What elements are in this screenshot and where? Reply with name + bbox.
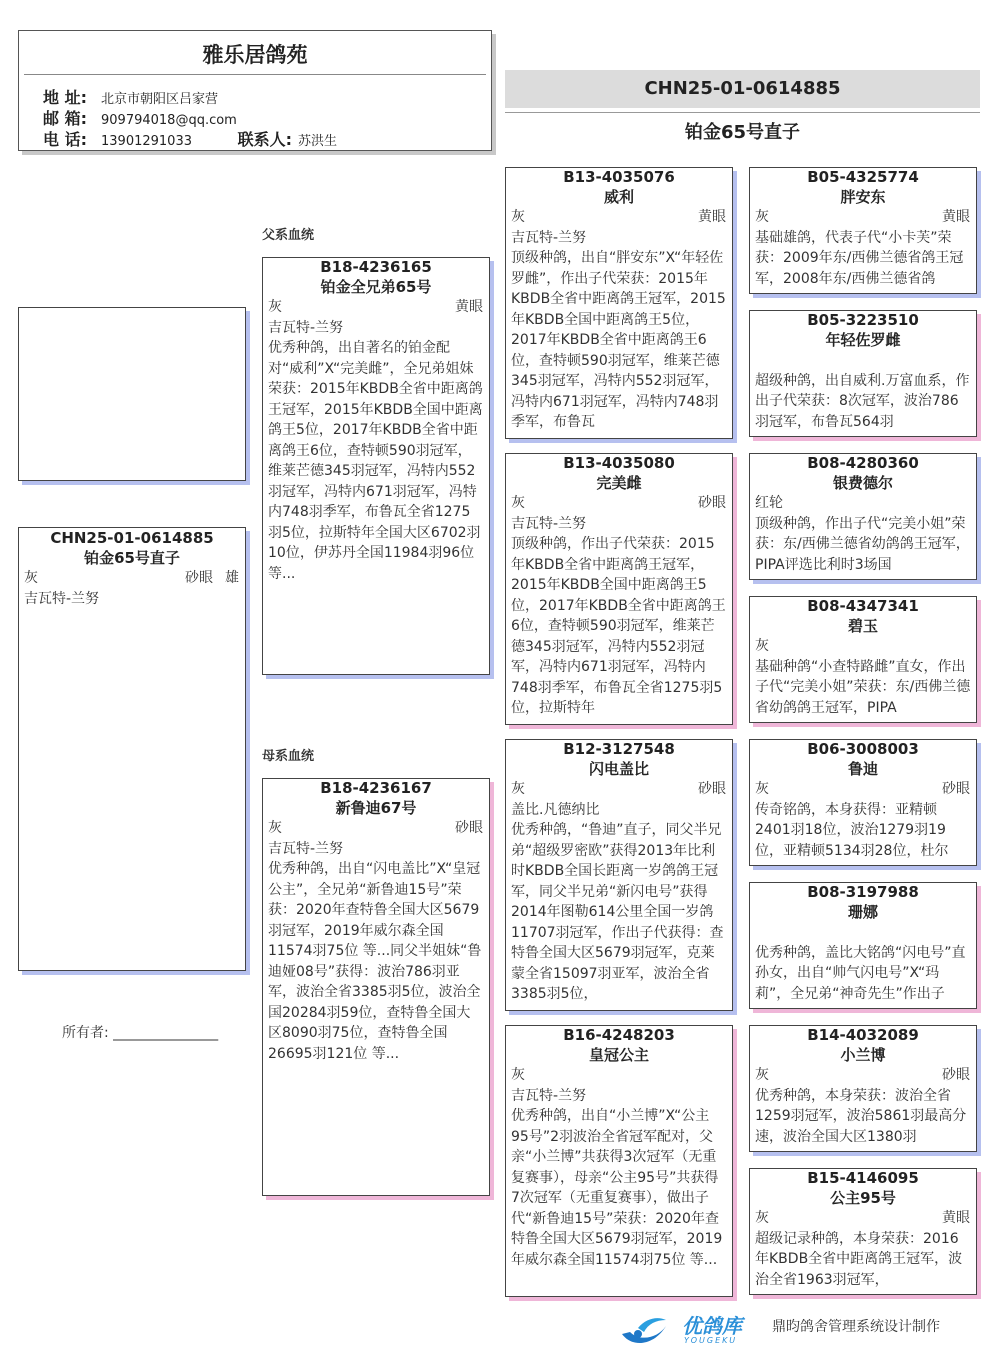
gp-color: 灰: [511, 495, 525, 511]
ggp-desc: 传奇铭鸽，本身获得：亚精顿2401羽18位，波治1279羽19位，亚精顿5134羽28位，杜尔: [755, 801, 949, 859]
great-grandparent-card: [749, 739, 977, 866]
gp-color: 灰: [511, 781, 525, 797]
grandparent-card-dam-dam: [505, 1025, 733, 1297]
gp-eye: 黄眼: [698, 209, 726, 225]
ggp-ring: B05-3223510: [807, 311, 919, 329]
gp-name: 完美雌: [596, 474, 642, 492]
gp-color-line: [506, 207, 732, 228]
divider: [24, 74, 486, 75]
ggp-ring: B06-3008003: [807, 740, 919, 758]
subject-ring-header: CHN25-01-0614885: [505, 70, 980, 108]
subject-card: [18, 527, 246, 971]
header-divider: [505, 112, 980, 113]
ggp-name: 胖安东: [840, 188, 886, 206]
gp-desc: 优秀种鸽，出自“小兰博”X“公主95号”2羽波治全省冠军配对，父亲“小兰博”共获得3次冠军（无重复赛事），母亲“公主95号”共获得7次冠军（无重复赛事），做出子代“新鲁迪15号”荣获：2020年查特鲁全国大区5679羽冠军，2019年威尔森全国11574羽75位 等...: [511, 1108, 723, 1268]
owner-field: [62, 1022, 218, 1042]
ggp-name: 小兰博: [840, 1046, 886, 1064]
address-value: 北京市朝阳区吕家营: [101, 92, 219, 107]
grandparent-card-sire-dam: [505, 453, 733, 725]
ggp-color: 灰: [755, 1210, 769, 1226]
ggp-color-line: [750, 207, 976, 228]
gp-name: 威利: [603, 188, 634, 206]
ggp-color: 灰: [755, 209, 769, 225]
gp-eye: 砂眼: [698, 495, 726, 511]
ggp-ring: B05-4325774: [807, 168, 919, 186]
dam-eye: 砂眼: [455, 820, 483, 836]
gp-desc: 顶级种鸽，作出子代荣获：2015年KBDB全省中距离鸽王冠军，2015年KBDB全国中距离鸽王5位，2017年KBDB全省中距离鸽王6位，查特顿590羽冠军，维莱芒德345羽冠军，冯特内552羽冠军，冯特内671羽冠军，冯特内748羽季军，布鲁瓦全省1275羽5位，拉斯特年: [511, 536, 726, 716]
ggp-ring: B15-4146095: [807, 1169, 919, 1187]
ggp-desc: 基础雄鸽，代表子代“小卡芙”荣获：2009年东/西佛兰德省鸽王冠军，2008年东/西佛兰德省鸽: [755, 229, 964, 287]
gp-desc: 顶级种鸽，出自“胖安东”X“年轻佐罗雌”，作出子代荣获：2015年KBDB全省中距离鸽王冠军，2015年KBDB全国中距离鸽王5位，2017年KBDB全省中距离鸽王6位，查特顿590羽冠军，维莱芒德345羽冠军，冯特内552羽冠军，冯特内671羽冠军，冯特内748羽季军，布鲁瓦: [511, 250, 726, 430]
grandparent-card-dam-sire: [505, 739, 733, 1011]
contact-label: 联系人:: [237, 130, 292, 149]
ggp-color-line: [750, 493, 976, 514]
loft-name: 雅乐居鸽苑: [202, 43, 308, 67]
gp-color: 灰: [511, 1067, 525, 1083]
ggp-ring: B08-4280360: [807, 454, 919, 472]
dam-name: 新鲁迪67号: [335, 799, 417, 817]
ggp-ring: B14-4032089: [807, 1026, 919, 1044]
subject-name-header: 铂金65号直子: [684, 122, 801, 143]
subject-color-line: [19, 568, 245, 589]
footer-credit: 鼎昀鸽舍管理系统设计制作: [772, 1319, 940, 1335]
ggp-ring: B08-3197988: [807, 883, 919, 901]
subject-strain: 吉瓦特-兰努: [24, 590, 100, 607]
ggp-name: 公主95号: [830, 1189, 896, 1207]
subject-ring: CHN25-01-0614885: [50, 529, 214, 547]
dam-color: 灰: [268, 820, 282, 836]
great-grandparent-card: [749, 167, 977, 294]
ggp-name: 碧玉: [847, 617, 878, 635]
dam-side-label: 母系血统: [262, 749, 315, 764]
contact-value: 苏洪生: [297, 134, 337, 149]
ggp-desc: 超级记录种鸽，本身荣获：2016年KBDB全省中距离鸽王冠军，波治全省1963羽冠军，: [755, 1230, 963, 1288]
ggp-eye: 砂眼: [942, 1067, 970, 1083]
phone-value: 13901291033: [101, 134, 192, 149]
subject-color: 灰: [24, 570, 38, 586]
ggp-color-line: [750, 779, 976, 800]
gp-desc: 优秀种鸽，“鲁迪”直子，同父半兄弟“超级罗密欧”获得2013年比利时KBDB全国长距离一岁鸽鸽王冠军，同父半兄弟“新闪电号”获得2014年图勒614公里全国一岁鸽11707羽冠军，作出子代获得：查特鲁全国大区5679羽冠军，克莱蒙全省15097羽亚军，波治全省3385羽5位，: [511, 822, 724, 1002]
ggp-desc: 基础种鸽“小查特路雌”直女，作出子代“完美小姐”荣获：东/西佛兰德省幼鸽鸽王冠军，PIPA: [755, 658, 971, 716]
grandparent-card-sire-sire: [505, 167, 733, 439]
ggp-color: 红轮: [755, 495, 783, 511]
phone-label: 电 话:: [43, 130, 87, 149]
sire-name: 铂金全兄弟65号: [320, 278, 432, 296]
ggp-name: 年轻佐罗雌: [825, 331, 901, 349]
great-grandparent-card: [749, 596, 977, 723]
ggp-eye: 黄眼: [942, 209, 970, 225]
great-grandparent-card: [749, 882, 977, 1009]
sire-desc: 优秀种鸽，出自著名的铂金配对“威利”X“完美雌”，全兄弟姐妹荣获：2015年KBDB全省中距离鸽王冠军，2015年KBDB全国中距离鸽王5位，2017年KBDB全省中距离鸽王6位，查特顿590羽冠军，维莱芒德345羽冠军，冯特内552羽冠军，冯特内671羽冠军，冯特内748羽季军，布鲁瓦全省1275羽5位，拉斯特年全国大区6702羽10位，伊苏丹全国11984羽96位 等...: [268, 340, 483, 582]
gp-name: 闪电盖比: [588, 760, 649, 778]
ggp-color-line: [750, 636, 976, 657]
ggp-name: 鲁迪: [847, 760, 878, 778]
great-grandparent-card: [749, 453, 977, 580]
email-label: 邮 箱:: [43, 109, 87, 128]
phone-row: [43, 127, 337, 150]
dam-color-line: [263, 818, 489, 839]
ggp-color-line: [750, 922, 976, 943]
ggp-desc: 优秀种鸽，本身荣获：波治全省1259羽冠军，波治5861羽最高分速，波治全国大区1380羽: [755, 1087, 967, 1145]
dam-strain: 吉瓦特-兰努: [268, 840, 344, 857]
ggp-name: 珊娜: [847, 903, 878, 921]
sire-color-line: [263, 297, 489, 318]
ggp-ring: B08-4347341: [807, 597, 919, 615]
gp-color-line: [506, 493, 732, 514]
ggp-color: 灰: [755, 638, 769, 654]
subject-eye: 砂眼: [185, 570, 213, 586]
ggp-eye: 黄眼: [942, 1210, 970, 1226]
ggp-desc: 顶级种鸽，作出子代“完美小姐”荣获：东/西佛兰德省幼鸽鸽王冠军，PIPA评选比利时3场国: [755, 515, 970, 573]
gp-strain: 吉瓦特-兰努: [511, 515, 587, 532]
gp-ring: B13-4035076: [563, 168, 675, 186]
email-row: [43, 106, 237, 129]
sire-card: [262, 257, 490, 675]
gp-eye: 砂眼: [698, 781, 726, 797]
logo-text: 优鸽库: [682, 1314, 742, 1338]
great-grandparent-card: [749, 1168, 977, 1295]
gp-color-line: [506, 779, 732, 800]
ggp-color-line: [750, 1065, 976, 1086]
ggp-color: 灰: [755, 1067, 769, 1083]
footer-logo: [618, 1308, 758, 1348]
gp-name: 皇冠公主: [588, 1046, 649, 1064]
sire-side-label: 父系血统: [262, 228, 315, 243]
subject-sex: 雄: [225, 570, 239, 586]
ggp-color-line: [750, 1208, 976, 1229]
owner-line: _______________: [113, 1025, 219, 1041]
dam-ring: B18-4236167: [320, 779, 432, 797]
logo-subtext: YOUGEKU: [684, 1336, 738, 1345]
gp-color: 灰: [511, 209, 525, 225]
gp-strain: 盖比.凡德纳比: [511, 801, 600, 818]
sire-strain: 吉瓦特-兰努: [268, 319, 344, 336]
ggp-desc: 超级种鸽，出自威利.万富血系，作出子代荣获：8次冠军，波治786羽冠军，布鲁瓦564羽: [755, 372, 970, 430]
sire-color: 灰: [268, 299, 282, 315]
great-grandparent-card: [749, 310, 977, 437]
dam-card: [262, 778, 490, 1196]
ggp-name: 银费德尔: [832, 474, 893, 492]
gp-ring: B12-3127548: [563, 740, 675, 758]
wave-logo-icon: [618, 1308, 670, 1348]
gp-strain: 吉瓦特-兰努: [511, 229, 587, 246]
ggp-desc: 优秀种鸽，盖比大铭鸽“闪电号”直孙女，出自“帅气闪电号”X“玛莉”，全兄弟“神奇先生”作出子: [755, 944, 966, 1002]
email-value: 909794018@qq.com: [101, 113, 237, 128]
subject-name: 铂金65号直子: [84, 549, 180, 567]
gp-strain: 吉瓦特-兰努: [511, 1087, 587, 1104]
dam-desc: 优秀种鸽，出自“闪电盖比”X“皇冠公主”，全兄弟“新鲁迪15号”荣获：2020年查特鲁全国大区5679羽冠军，2019年威尔森全国11574羽75位 等...同父半姐妹“鲁迪娅08号”获得：波治786羽亚军，波治全省3385羽5位，波治全国20284羽59位，查特鲁全国大区8090羽75位，查特鲁全国26695羽121位 等...: [268, 861, 482, 1062]
ggp-color-line: [750, 350, 976, 371]
address-row: [43, 85, 218, 108]
sire-eye: 黄眼: [455, 299, 483, 315]
ggp-eye: 砂眼: [942, 781, 970, 797]
address-label: 地 址:: [43, 88, 87, 107]
gp-color-line: [506, 1065, 732, 1086]
ggp-color: 灰: [755, 781, 769, 797]
gp-ring: B13-4035080: [563, 454, 675, 472]
owner-label: 所有者:: [62, 1025, 109, 1041]
gp-ring: B16-4248203: [563, 1026, 675, 1044]
sire-ring: B18-4236165: [320, 258, 432, 276]
loft-info-box: [18, 30, 492, 151]
photo-box: [18, 307, 246, 481]
great-grandparent-card: [749, 1025, 977, 1152]
